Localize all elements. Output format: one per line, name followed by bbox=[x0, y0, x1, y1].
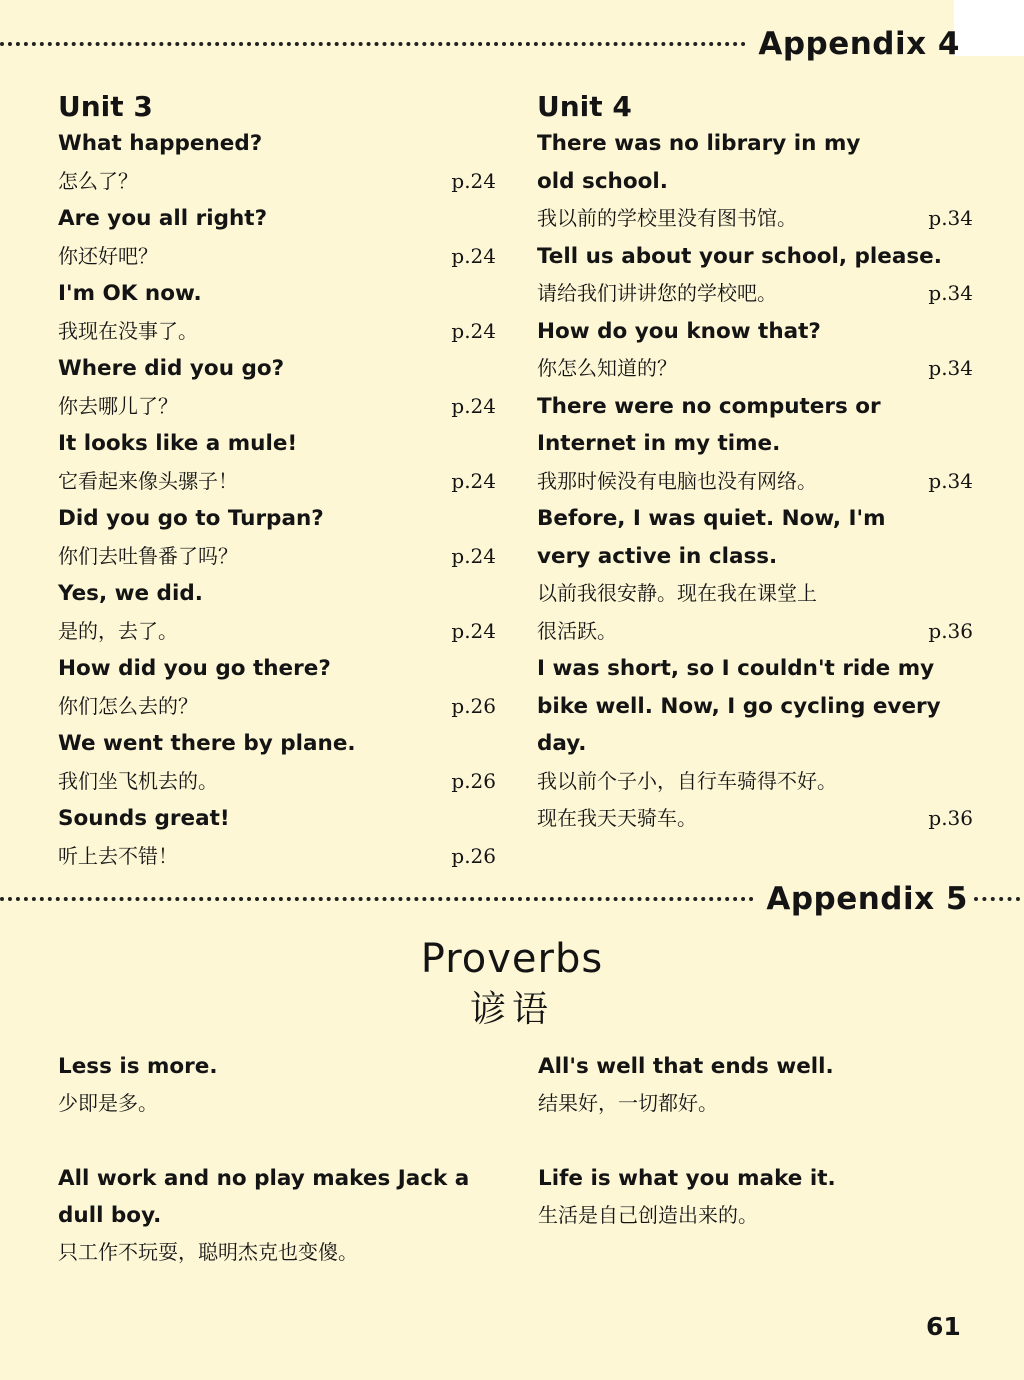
unit-4-title: Unit 4 bbox=[537, 90, 632, 123]
chinese-translation-row bbox=[58, 313, 496, 351]
proverbs-left-column bbox=[58, 1048, 498, 1271]
phrase-item bbox=[537, 500, 973, 650]
chinese-translation-row bbox=[58, 538, 496, 576]
chinese-translation: 现在我天天骑车。 bbox=[537, 806, 697, 830]
chinese-translation-row bbox=[537, 575, 973, 613]
chinese-translation: 听上去不错！ bbox=[58, 843, 178, 868]
dotted-rule bbox=[0, 42, 746, 46]
page-reference: p.26 bbox=[451, 693, 496, 718]
phrase-item bbox=[537, 650, 973, 838]
chinese-translation-row bbox=[537, 350, 973, 388]
dotted-rule-tail bbox=[974, 897, 1020, 901]
page-reference: p.24 bbox=[451, 318, 496, 343]
page-reference: p.24 bbox=[451, 468, 496, 493]
proverb-item bbox=[538, 1160, 978, 1234]
page-reference: p.24 bbox=[451, 393, 496, 418]
english-phrase: We went there by plane. bbox=[58, 731, 356, 756]
page-reference: p.26 bbox=[451, 768, 496, 793]
phrase-item bbox=[537, 388, 973, 501]
phrase-item bbox=[537, 313, 973, 388]
english-phrase: What happened? bbox=[58, 131, 263, 156]
proverb-item bbox=[58, 1160, 498, 1271]
chinese-translation: 我以前的学校里没有图书馆。 bbox=[537, 206, 797, 230]
appendix-5-title: Appendix 5 bbox=[766, 881, 968, 917]
page-reference: p.24 bbox=[451, 543, 496, 568]
appendix-4-title: Appendix 4 bbox=[758, 26, 960, 62]
page-reference: p.34 bbox=[928, 206, 973, 230]
chinese-translation: 我那时候没有电脑也没有网络。 bbox=[537, 468, 817, 493]
phrase-item bbox=[58, 500, 496, 575]
english-phrase: There were no computers or bbox=[537, 393, 881, 419]
chinese-translation: 你去哪儿了？ bbox=[58, 393, 178, 418]
proverb-item bbox=[538, 1048, 978, 1122]
proverb-chinese: 只工作不玩耍，聪明杰克也变傻。 bbox=[58, 1240, 358, 1264]
proverb-chinese: 结果好，一切都好。 bbox=[538, 1091, 718, 1115]
chinese-translation-row bbox=[58, 763, 496, 801]
proverbs-right-column bbox=[538, 1048, 978, 1234]
chinese-translation: 请给我们讲讲您的学校吧。 bbox=[537, 281, 777, 305]
chinese-translation-row bbox=[58, 463, 496, 501]
english-phrase: Yes, we did. bbox=[58, 581, 203, 606]
english-phrase: day. bbox=[537, 731, 587, 756]
proverb-item bbox=[58, 1048, 498, 1122]
chinese-translation-row bbox=[537, 275, 973, 313]
chinese-translation-row bbox=[58, 163, 496, 201]
english-phrase: How did you go there? bbox=[58, 656, 331, 681]
chinese-translation: 我们坐飞机去的。 bbox=[58, 768, 218, 793]
phrase-item bbox=[58, 575, 496, 650]
phrase-item bbox=[537, 238, 973, 313]
unit-4-column bbox=[537, 88, 973, 838]
page-reference: p.24 bbox=[451, 618, 496, 643]
phrase-item bbox=[58, 350, 496, 425]
chinese-translation-row bbox=[537, 613, 973, 651]
english-phrase: I was short, so I couldn't ride my bbox=[537, 656, 935, 681]
proverb-english: Less is more. bbox=[58, 1054, 218, 1079]
english-phrase: How do you know that? bbox=[537, 318, 821, 344]
english-phrase: I'm OK now. bbox=[58, 281, 202, 306]
proverb-english: Life is what you make it. bbox=[538, 1166, 836, 1191]
english-phrase: bike well. Now, I go cycling every bbox=[537, 693, 941, 719]
dotted-rule bbox=[0, 897, 754, 901]
chinese-translation-row bbox=[537, 200, 973, 238]
page-reference: p.26 bbox=[451, 843, 496, 868]
english-phrase: Before, I was quiet. Now, I'm bbox=[537, 506, 886, 531]
chinese-translation: 很活跃。 bbox=[537, 618, 617, 643]
chinese-translation-row bbox=[537, 763, 973, 801]
english-phrase: Where did you go? bbox=[58, 356, 285, 381]
chinese-translation: 我以前个子小，自行车骑得不好。 bbox=[537, 768, 837, 793]
phrase-item bbox=[58, 275, 496, 350]
chinese-translation-row bbox=[58, 838, 496, 876]
page-reference: p.34 bbox=[928, 356, 973, 380]
phrase-item bbox=[58, 200, 496, 275]
proverbs-subtitle: 谚语 bbox=[469, 989, 554, 1030]
english-phrase: There was no library in my bbox=[537, 131, 861, 156]
english-phrase: old school. bbox=[537, 168, 668, 194]
phrase-item bbox=[58, 650, 496, 725]
proverbs-title: Proverbs bbox=[420, 936, 604, 982]
phrase-item bbox=[58, 725, 496, 800]
english-phrase: Sounds great! bbox=[58, 806, 230, 831]
english-phrase: Did you go to Turpan? bbox=[58, 506, 324, 531]
proverb-english: All work and no play makes Jack a bbox=[58, 1166, 470, 1191]
chinese-translation: 你们怎么去的？ bbox=[58, 693, 198, 718]
proverb-chinese: 少即是多。 bbox=[58, 1091, 158, 1115]
unit-3-title: Unit 3 bbox=[58, 90, 153, 123]
chinese-translation-row bbox=[537, 800, 973, 838]
appendix-4-header bbox=[0, 22, 1024, 66]
chinese-translation: 你们去吐鲁番了吗？ bbox=[58, 543, 238, 568]
proverb-chinese: 生活是自己创造出来的。 bbox=[538, 1203, 758, 1227]
unit-3-column bbox=[58, 88, 496, 875]
chinese-translation: 你还好吧？ bbox=[58, 243, 158, 268]
chinese-translation-row bbox=[58, 613, 496, 651]
english-phrase: Internet in my time. bbox=[537, 431, 781, 456]
phrase-item bbox=[58, 425, 496, 500]
page-reference: p.36 bbox=[928, 618, 973, 643]
phrase-item bbox=[58, 800, 496, 875]
appendix-5-header bbox=[0, 877, 1024, 921]
chinese-translation: 怎么了？ bbox=[58, 168, 138, 193]
chinese-translation: 它看起来像头骡子！ bbox=[58, 468, 238, 493]
chinese-translation: 是的，去了。 bbox=[58, 618, 178, 643]
phrase-item bbox=[58, 125, 496, 200]
page-reference: p.34 bbox=[928, 468, 973, 493]
english-phrase: Tell us about your school, please. bbox=[537, 243, 942, 269]
english-phrase: It looks like a mule! bbox=[58, 431, 298, 456]
chinese-translation: 你怎么知道的？ bbox=[537, 356, 677, 380]
page-number: 61 bbox=[926, 1312, 961, 1341]
english-phrase: Are you all right? bbox=[58, 206, 268, 231]
proverb-english: All's well that ends well. bbox=[538, 1054, 834, 1079]
chinese-translation: 我现在没事了。 bbox=[58, 318, 198, 343]
page-reference: p.24 bbox=[451, 243, 496, 268]
chinese-translation-row bbox=[58, 388, 496, 426]
chinese-translation-row bbox=[58, 238, 496, 276]
english-phrase: very active in class. bbox=[537, 543, 778, 569]
proverb-english: dull boy. bbox=[58, 1203, 162, 1228]
page-reference: p.34 bbox=[928, 281, 973, 305]
phrase-item bbox=[537, 125, 973, 238]
page-reference: p.36 bbox=[928, 806, 973, 830]
chinese-translation-row bbox=[58, 688, 496, 726]
chinese-translation: 以前我很安静。现在我在课堂上 bbox=[537, 581, 817, 605]
chinese-translation-row bbox=[537, 463, 973, 501]
page-reference: p.24 bbox=[451, 168, 496, 193]
